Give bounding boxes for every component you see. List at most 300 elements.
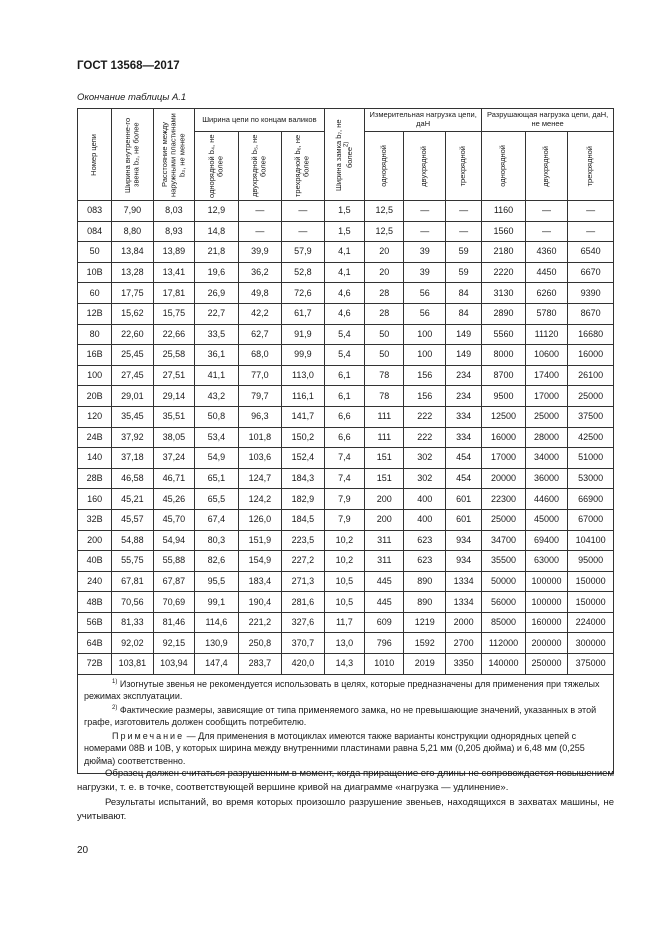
table-cell: 8,93 (153, 221, 194, 242)
table-cell: 91,9 (282, 324, 325, 345)
table-cell: 51000 (568, 448, 614, 469)
table-cell: — (404, 201, 445, 222)
footnote-2: $^{2)}$ Фактические размеры, зависящие от типа применяемого замка, но не превышающие значений, указанных в этой графе, изготовитель должен сообщить потребителю. (84, 704, 597, 728)
col-lock-width-header: Ширина замка b₇, не более$^{2)}$ (324, 109, 364, 201)
table-cell: 8670 (568, 303, 614, 324)
table-cell: 25,45 (112, 345, 153, 366)
table-cell: 72В (78, 654, 112, 675)
table-cell: 82,6 (195, 551, 239, 572)
table-cell: 17,81 (153, 283, 194, 304)
table-cell: 67,87 (153, 571, 194, 592)
table-cell: 16680 (568, 324, 614, 345)
table-cell: 3350 (445, 654, 481, 675)
table-cell: 26100 (568, 365, 614, 386)
table-cell: 15,62 (112, 303, 153, 324)
table-cell: 29,14 (153, 386, 194, 407)
footnote-1: $^{1)}$ Изогнутые звенья не рекомендуется использовать в целях, которые предназначены для применения при тяжелых режимах эксплуатации. (84, 678, 600, 701)
table-cell: 14,3 (324, 654, 364, 675)
table-cell: 7,9 (324, 489, 364, 510)
table-cell: 6,6 (324, 406, 364, 427)
table-cell: — (568, 201, 614, 222)
table-cell: 890 (404, 571, 445, 592)
table-cell: 46,71 (153, 468, 194, 489)
table-cell: 59 (445, 262, 481, 283)
col-pin-distance-header: Расстояние между наружными пластинами b₃, не менее (153, 109, 194, 201)
table-cell: — (282, 221, 325, 242)
table-cell: 12,5 (365, 201, 404, 222)
table-cell: 160 (78, 489, 112, 510)
table-cell: 50 (365, 324, 404, 345)
table-cell: 38,05 (153, 427, 194, 448)
table-cell: 183,4 (238, 571, 282, 592)
table-cell: 140 (78, 448, 112, 469)
table-cell: 15,75 (153, 303, 194, 324)
paragraph-1: Образец должен считаться разрушенным в момент, когда приращение его длины не сопровождается повышением нагрузки, т. е. в точке, соответствующей вершине кривой на диаграмме «нагрузка — удлинение». (77, 768, 614, 794)
table-cell: 44600 (525, 489, 568, 510)
table-cell: 22300 (482, 489, 526, 510)
table-cell: 81,33 (112, 612, 153, 633)
table-cell: 302 (404, 468, 445, 489)
col-measuring-triple-header: трехрядной (445, 132, 481, 201)
table-cell: 35,45 (112, 406, 153, 427)
table-cell: 5780 (525, 303, 568, 324)
table-cell: 28В (78, 468, 112, 489)
table-cell: 95000 (568, 551, 614, 572)
table-cell: 61,7 (282, 303, 325, 324)
table-cell: 8700 (482, 365, 526, 386)
table-cell: 890 (404, 592, 445, 613)
table-cell: — (568, 221, 614, 242)
table-cell: 65,5 (195, 489, 239, 510)
table-cell: 100 (404, 345, 445, 366)
table-cell: 9500 (482, 386, 526, 407)
col-breaking-single-header: однорядной (482, 132, 526, 201)
table-cell: 34000 (525, 448, 568, 469)
table-cell: 190,4 (238, 592, 282, 613)
table-cell: 20В (78, 386, 112, 407)
table-cell: 113,0 (282, 365, 325, 386)
table-cell: — (404, 221, 445, 242)
table-cell: 1592 (404, 633, 445, 654)
measuring-load-group-header: Измерительная нагрузка цепи, даН (365, 109, 482, 132)
table-cell: 62,7 (238, 324, 282, 345)
table-cell: 111 (365, 427, 404, 448)
table-cell: 25000 (482, 509, 526, 530)
body-text (77, 767, 614, 824)
table-cell: 111 (365, 406, 404, 427)
table-cell: 4,6 (324, 303, 364, 324)
col-measuring-single-header: однорядной (365, 132, 404, 201)
table-cell: 67000 (568, 509, 614, 530)
table-cell: 147,4 (195, 654, 239, 675)
table-row (78, 345, 614, 366)
table-row (78, 509, 614, 530)
table-row (78, 489, 614, 510)
table-cell: 13,0 (324, 633, 364, 654)
table-cell: 623 (404, 530, 445, 551)
table-cell: 2890 (482, 303, 526, 324)
table-cell: 160000 (525, 612, 568, 633)
table-cell: 4,6 (324, 283, 364, 304)
table-cell: 200 (365, 509, 404, 530)
table-cell: 796 (365, 633, 404, 654)
table-cell: 222 (404, 406, 445, 427)
table-cell: 80,3 (195, 530, 239, 551)
note-text: — Для применения в мотоциклах имеются также варианты конструкции однорядных цепей с номерами 08В и 10В, у которых ширина между внутренними пластинами равна 5,21 мм (0,205 дюйма) и 6,48 мм (0,255 дюйма) соответственно. (84, 731, 585, 766)
table-cell: 45,21 (112, 489, 153, 510)
table-cell: 130,9 (195, 633, 239, 654)
table-cell: 10,2 (324, 530, 364, 551)
table-cell: 934 (445, 530, 481, 551)
table-cell: 54,88 (112, 530, 153, 551)
table-cell: 11120 (525, 324, 568, 345)
table-cell: 302 (404, 448, 445, 469)
table-cell: 152,4 (282, 448, 325, 469)
table-cell: 151,9 (238, 530, 282, 551)
table-cell: 4,1 (324, 242, 364, 263)
table-cell: 6,6 (324, 427, 364, 448)
table-cell: 10,2 (324, 551, 364, 572)
table-cell: 375000 (568, 654, 614, 675)
table-cell: 28000 (525, 427, 568, 448)
table-cell: 4450 (525, 262, 568, 283)
table-cell: — (525, 221, 568, 242)
table-cell: 27,45 (112, 365, 153, 386)
table-cell: 445 (365, 571, 404, 592)
table-cell: 12,9 (195, 201, 239, 222)
table-cell: 13,28 (112, 262, 153, 283)
table-cell: 150,2 (282, 427, 325, 448)
table-row (78, 283, 614, 304)
table-cell: 140000 (482, 654, 526, 675)
table-cell: — (238, 221, 282, 242)
table-cell: 41,1 (195, 365, 239, 386)
table-caption: Окончание таблицы А.1 (77, 92, 187, 103)
table-cell: 223,5 (282, 530, 325, 551)
table-cell: 65,1 (195, 468, 239, 489)
table-cell: 67,81 (112, 571, 153, 592)
table-cell: 120 (78, 406, 112, 427)
table-cell: 454 (445, 468, 481, 489)
table-cell: 10,5 (324, 571, 364, 592)
table-cell: 8,03 (153, 201, 194, 222)
table-cell: 150000 (568, 571, 614, 592)
table-cell: 12,5 (365, 221, 404, 242)
table-row (78, 427, 614, 448)
table-cell: 420,0 (282, 654, 325, 675)
table-cell: 56В (78, 612, 112, 633)
table-cell: 45,57 (112, 509, 153, 530)
table-cell: 28 (365, 283, 404, 304)
col-number-header: Номер цепи (78, 109, 112, 201)
table-cell: 56 (404, 283, 445, 304)
table-cell: 103,94 (153, 654, 194, 675)
table-cell: 5,4 (324, 324, 364, 345)
table-cell: 42500 (568, 427, 614, 448)
table-row (78, 551, 614, 572)
table-cell: 13,89 (153, 242, 194, 263)
table-cell: 68,0 (238, 345, 282, 366)
table-cell: 40В (78, 551, 112, 572)
col-breaking-triple-header: трехрядной (568, 132, 614, 201)
table-cell: 311 (365, 551, 404, 572)
table-cell: 4,1 (324, 262, 364, 283)
table-body (78, 201, 614, 675)
table-cell: 20 (365, 242, 404, 263)
table-cell: 2700 (445, 633, 481, 654)
table-cell: 80 (78, 324, 112, 345)
table-cell: 42,2 (238, 303, 282, 324)
table-cell: 609 (365, 612, 404, 633)
table-cell: 5560 (482, 324, 526, 345)
table-cell: 10,5 (324, 592, 364, 613)
table-cell: 250,8 (238, 633, 282, 654)
table-cell: 334 (445, 427, 481, 448)
table-cell: 22,66 (153, 324, 194, 345)
table-cell: 56 (404, 303, 445, 324)
table-cell: 99,9 (282, 345, 325, 366)
table-cell: 5,4 (324, 345, 364, 366)
table-cell: 85000 (482, 612, 526, 633)
table-cell: 200 (365, 489, 404, 510)
table-cell: 17000 (525, 386, 568, 407)
table-cell: 55,88 (153, 551, 194, 572)
table-cell: 2000 (445, 612, 481, 633)
table-cell: 184,3 (282, 468, 325, 489)
table-cell: 67,4 (195, 509, 239, 530)
table-cell: 14,8 (195, 221, 239, 242)
table-cell: — (525, 201, 568, 222)
table-cell: 7,4 (324, 468, 364, 489)
table-cell: 224000 (568, 612, 614, 633)
table-cell: 52,8 (282, 262, 325, 283)
table-cell: 25000 (568, 386, 614, 407)
table-cell: 1560 (482, 221, 526, 242)
table-cell: 84 (445, 303, 481, 324)
table-cell: 22,7 (195, 303, 239, 324)
table-cell: 59 (445, 242, 481, 263)
table-cell: 100000 (525, 592, 568, 613)
table-cell: 100000 (525, 571, 568, 592)
table-cell: 601 (445, 489, 481, 510)
table-cell: 53000 (568, 468, 614, 489)
table-cell: 57,9 (282, 242, 325, 263)
table-cell: 92,02 (112, 633, 153, 654)
table-cell: 221,2 (238, 612, 282, 633)
table-cell: 1334 (445, 571, 481, 592)
table-cell: 49,8 (238, 283, 282, 304)
table-row (78, 530, 614, 551)
table-cell: 24В (78, 427, 112, 448)
table-cell: 6670 (568, 262, 614, 283)
table-cell: 623 (404, 551, 445, 572)
table-cell: 250000 (525, 654, 568, 675)
table-cell: 114,6 (195, 612, 239, 633)
table-cell: 37500 (568, 406, 614, 427)
table-cell: 17,75 (112, 283, 153, 304)
table-cell: 35,51 (153, 406, 194, 427)
col-measuring-double-header: двухрядной (404, 132, 445, 201)
table-row (78, 201, 614, 222)
table-cell: 934 (445, 551, 481, 572)
table-cell: 141,7 (282, 406, 325, 427)
table-cell: 370,7 (282, 633, 325, 654)
table-cell: 222 (404, 427, 445, 448)
table-cell: 103,6 (238, 448, 282, 469)
table-cell: — (238, 201, 282, 222)
table-cell: 6,1 (324, 365, 364, 386)
table-cell: 234 (445, 365, 481, 386)
table-row (78, 592, 614, 613)
table-cell: 10В (78, 262, 112, 283)
table-cell: 400 (404, 509, 445, 530)
table-cell: 50 (78, 242, 112, 263)
table-cell: 2220 (482, 262, 526, 283)
table-cell: 16000 (568, 345, 614, 366)
table-cell: 36000 (525, 468, 568, 489)
table-cell: 2019 (404, 654, 445, 675)
table-cell: 182,9 (282, 489, 325, 510)
table-cell: 103,81 (112, 654, 153, 675)
table-cell: 45000 (525, 509, 568, 530)
table-cell: — (282, 201, 325, 222)
table-cell: 28 (365, 303, 404, 324)
table-row (78, 262, 614, 283)
table-cell: 64В (78, 633, 112, 654)
table-cell: 271,3 (282, 571, 325, 592)
table-cell: 100 (404, 324, 445, 345)
table-cell: 19,6 (195, 262, 239, 283)
col-inner-width-header: Ширина внутренне-го звена b₂, не более (112, 109, 153, 201)
table-cell: 54,9 (195, 448, 239, 469)
table-cell: 79,7 (238, 386, 282, 407)
table-cell: 100 (78, 365, 112, 386)
table-cell: 6,1 (324, 386, 364, 407)
table-cell: 104100 (568, 530, 614, 551)
table-cell: 10600 (525, 345, 568, 366)
table-cell: 26,9 (195, 283, 239, 304)
table-cell: 445 (365, 592, 404, 613)
col-width-double-header: двухрядной b₅, не более (238, 132, 282, 201)
table-cell: 56000 (482, 592, 526, 613)
table-cell: — (445, 221, 481, 242)
table-cell: 227,2 (282, 551, 325, 572)
table-cell: 29,01 (112, 386, 153, 407)
table-cell: 149 (445, 345, 481, 366)
col-breaking-double-header: двухрядной (525, 132, 568, 201)
table-cell: 8000 (482, 345, 526, 366)
table-row (78, 571, 614, 592)
table-cell: 7,90 (112, 201, 153, 222)
page-number: 20 (77, 845, 89, 856)
table-cell: 234 (445, 386, 481, 407)
table-cell: 156 (404, 386, 445, 407)
chain-width-group-header: Ширина цепи по концам валиков (195, 109, 325, 132)
table-cell: 454 (445, 448, 481, 469)
table-cell: 70,69 (153, 592, 194, 613)
table-row (78, 654, 614, 675)
table-cell: 32В (78, 509, 112, 530)
table-cell: 601 (445, 509, 481, 530)
table-row (78, 633, 614, 654)
table-cell: 66900 (568, 489, 614, 510)
table-footnotes (78, 674, 614, 773)
table-cell: 50,8 (195, 406, 239, 427)
table-cell: 95,5 (195, 571, 239, 592)
table-cell: 151 (365, 448, 404, 469)
table-cell: 45,26 (153, 489, 194, 510)
table-cell: 101,8 (238, 427, 282, 448)
table-cell: 46,58 (112, 468, 153, 489)
note-label: Примечание (112, 731, 185, 742)
table-cell: 311 (365, 530, 404, 551)
col-width-triple-header: трехрядной b₆, не более (282, 132, 325, 201)
table-cell: 20000 (482, 468, 526, 489)
table-cell: 81,46 (153, 612, 194, 633)
table-cell: 37,92 (112, 427, 153, 448)
table-cell: 334 (445, 406, 481, 427)
table-cell: 327,6 (282, 612, 325, 633)
table-cell: 283,7 (238, 654, 282, 675)
table-cell: 1010 (365, 654, 404, 675)
table-cell: 16В (78, 345, 112, 366)
table-cell: 25,58 (153, 345, 194, 366)
table-cell: 17400 (525, 365, 568, 386)
table-cell: 9390 (568, 283, 614, 304)
table-cell: 92,15 (153, 633, 194, 654)
table-cell: 2180 (482, 242, 526, 263)
chain-dimensions-table (77, 108, 614, 774)
table-cell: 149 (445, 324, 481, 345)
table-cell: 53,4 (195, 427, 239, 448)
table-cell: 112000 (482, 633, 526, 654)
table-cell: 116,1 (282, 386, 325, 407)
table-cell: 184,5 (282, 509, 325, 530)
table-cell: 20 (365, 262, 404, 283)
table-cell: 55,75 (112, 551, 153, 572)
table-cell: 22,60 (112, 324, 153, 345)
table-cell: 1219 (404, 612, 445, 633)
table-row (78, 386, 614, 407)
table-cell: 4360 (525, 242, 568, 263)
table-cell: 39 (404, 242, 445, 263)
table-cell: 39 (404, 262, 445, 283)
table-cell: 3130 (482, 283, 526, 304)
table-cell: — (445, 201, 481, 222)
table-cell: 84 (445, 283, 481, 304)
paragraph-2: Результаты испытаний, во время которых произошло разрушение звеньев, находящихся в захватах машины, не учитывают. (77, 796, 614, 822)
table-cell: 43,2 (195, 386, 239, 407)
table-cell: 400 (404, 489, 445, 510)
table-cell: 12500 (482, 406, 526, 427)
table-cell: 50000 (482, 571, 526, 592)
table-row (78, 448, 614, 469)
table-cell: 25000 (525, 406, 568, 427)
table-cell: 12В (78, 303, 112, 324)
table-cell: 37,18 (112, 448, 153, 469)
table-cell: 37,24 (153, 448, 194, 469)
table-cell: 99,1 (195, 592, 239, 613)
table-cell: 35500 (482, 551, 526, 572)
table-cell: 16000 (482, 427, 526, 448)
table-cell: 124,2 (238, 489, 282, 510)
table-cell: 27,51 (153, 365, 194, 386)
breaking-load-group-header: Разрушающая нагрузка цепи, даН, не менее (482, 109, 614, 132)
table-row (78, 242, 614, 263)
table-cell: 300000 (568, 633, 614, 654)
table-row (78, 468, 614, 489)
table-cell: 6260 (525, 283, 568, 304)
